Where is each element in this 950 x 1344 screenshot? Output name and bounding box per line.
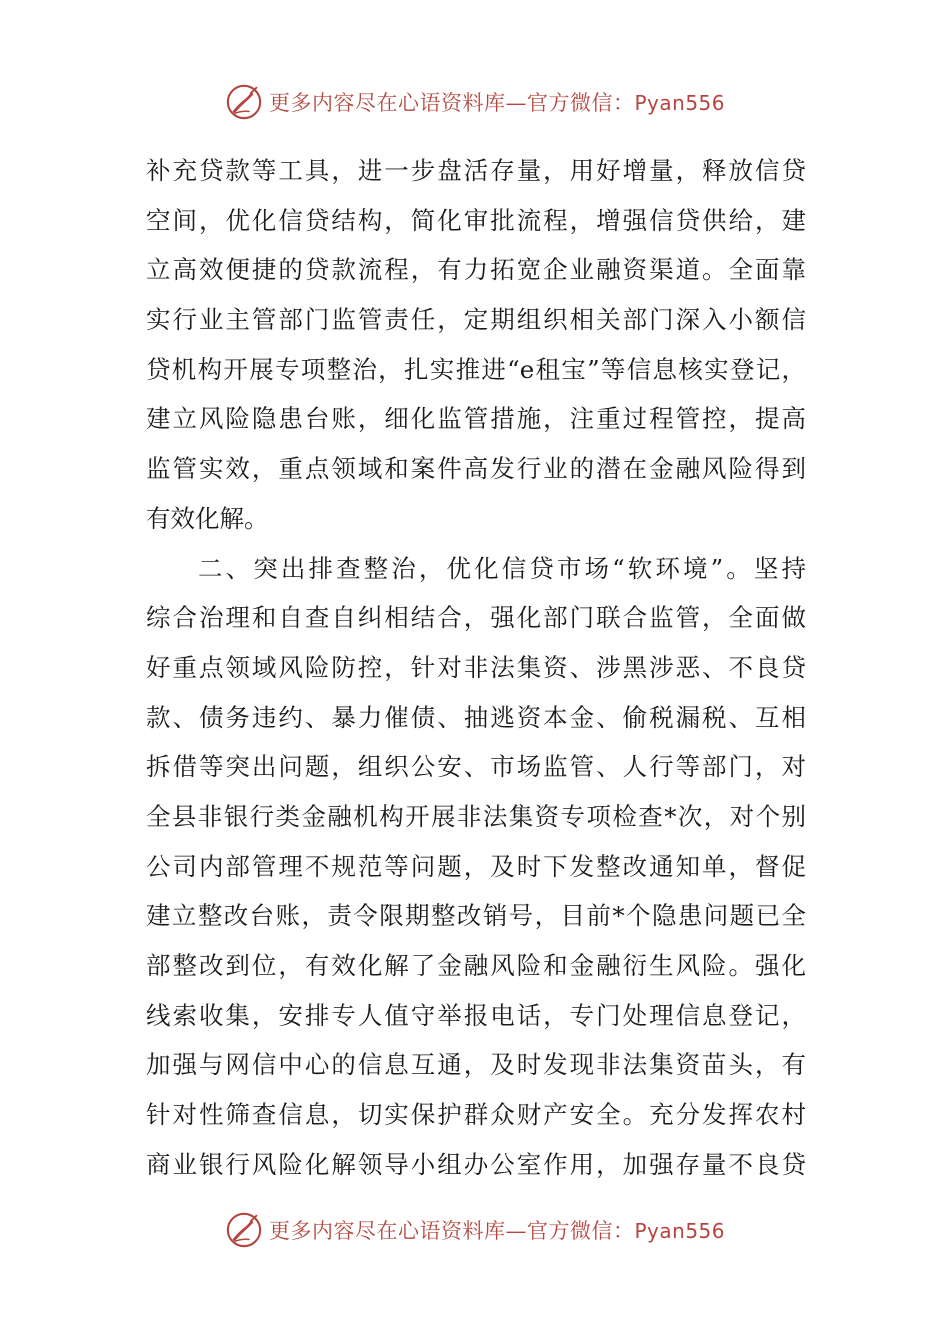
text-line: 加强与网信中心的信息互通，及时发现非法集资苗头，有 <box>146 1050 806 1080</box>
text-line: 建立风险隐患台账，细化监管措施，注重过程管控，提高 <box>146 404 806 434</box>
footer-wechat-id: Pyan556 <box>634 1219 725 1243</box>
text-line: 监管实效，重点领域和案件高发行业的潜在金融风险得到 <box>146 454 806 484</box>
text-line: 公司内部管理不规范等问题，及时下发整改通知单，督促 <box>146 851 806 881</box>
pen-circle-logo-icon <box>225 1211 263 1249</box>
text-line: 有效化解。 <box>146 503 269 533</box>
pen-circle-logo-icon <box>225 83 263 121</box>
text-line: 部整改到位，有效化解了金融风险和金融衍生风险。强化 <box>146 951 806 980</box>
text-line: 商业银行风险化解领导小组办公室作用，加强存量不良贷 <box>146 1149 806 1179</box>
text-line: 建立整改台账，责令限期整改销号，目前*个隐患问题已全 <box>146 901 806 931</box>
text-line: 款、债务违约、暴力催债、抽逃资本金、偷税漏税、互相 <box>146 702 806 732</box>
text-line: 好重点领域风险防控，针对非法集资、涉黑涉恶、不良贷 <box>146 652 806 682</box>
footer-banner-text: 更多内容尽在心语资料库—官方微信：Pyan556 <box>268 1219 725 1243</box>
text-line: 拆借等突出问题，组织公安、市场监管、人行等部门，对 <box>146 752 806 782</box>
text-line: 贷机构开展专项整治，扎实推进“e租宝”等信息核实登记， <box>146 354 806 384</box>
header-wechat-id: Pyan556 <box>634 91 725 115</box>
text-line: 补充贷款等工具，进一步盘活存量，用好增量，释放信贷 <box>146 156 806 185</box>
text-line: 针对性筛查信息，切实保护群众财产安全。充分发挥农村 <box>146 1100 806 1130</box>
text-line: 立高效便捷的贷款流程，有力拓宽企业融资渠道。全面靠 <box>146 255 806 285</box>
document-body <box>146 146 806 1189</box>
header-banner-text: 更多内容尽在心语资料库—官方微信：Pyan556 <box>268 91 725 115</box>
text-line: 实行业主管部门监管责任，定期组织相关部门深入小额信 <box>146 305 806 335</box>
text-line: 空间，优化信贷结构，简化审批流程，增强信贷供给，建 <box>146 205 806 235</box>
header-banner <box>0 80 950 124</box>
text-line: 线索收集，安排专人值守举报电话，专门处理信息登记， <box>146 1000 806 1030</box>
text-line: 全县非银行类金融机构开展非法集资专项检查*次，对个别 <box>146 801 806 831</box>
section-heading-line: 二、突出排查整治，优化信贷市场“软环境”。坚持 <box>198 553 806 583</box>
footer-banner <box>0 1208 950 1252</box>
text-line: 综合治理和自查自纠相结合，强化部门联合监管，全面做 <box>146 603 806 633</box>
